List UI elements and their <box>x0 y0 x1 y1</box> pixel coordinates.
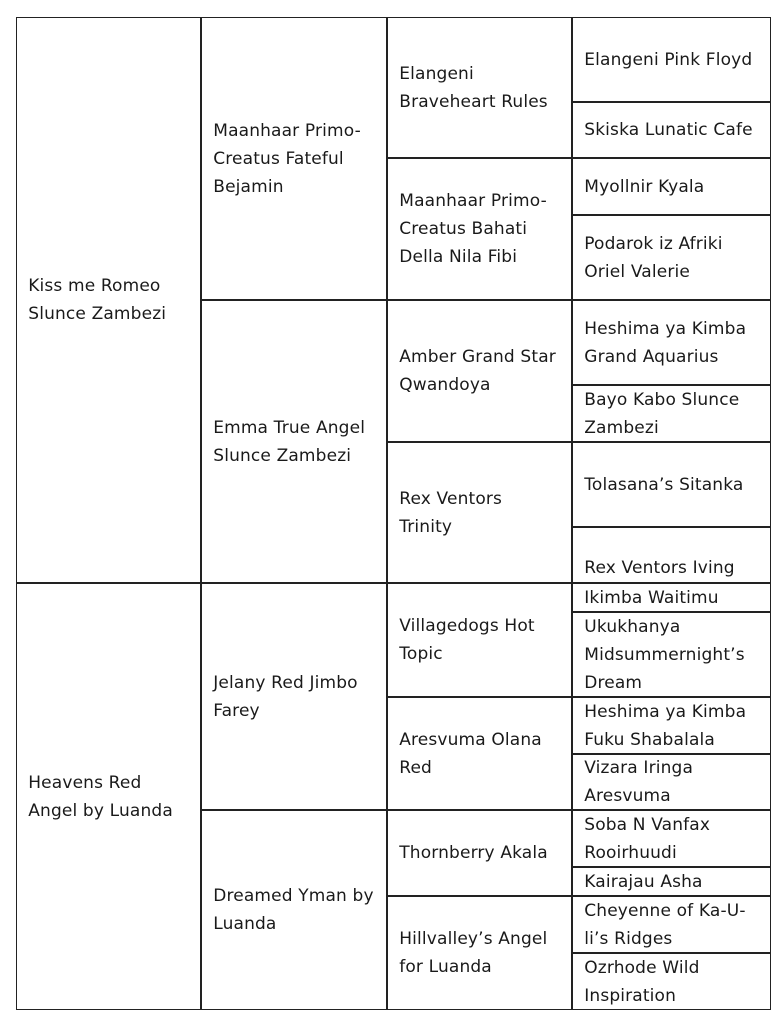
pedigree-cell-gen4-3: Myollnir Kyala <box>572 158 771 215</box>
pedigree-cell-gen4-9: Ikimba Waitimu <box>572 583 771 612</box>
pedigree-cell-gen2-3: Jelany Red Jimbo Farey <box>201 583 387 810</box>
pedigree-cell-gen4-6: Bayo Kabo Slunce Zambezi <box>572 385 771 442</box>
pedigree-cell-gen4-13: Soba N Vanfax Rooirhuudi <box>572 810 771 867</box>
pedigree-cell-gen4-7: Tolasana’s Sitanka <box>572 442 771 527</box>
pedigree-cell-gen2-1: Maanhaar Primo-Creatus Fateful Bejamin <box>201 17 387 300</box>
pedigree-cell-gen4-15: Cheyenne of Ka-U-li’s Ridges <box>572 896 771 953</box>
pedigree-cell-gen3-5: Villagedogs Hot Topic <box>387 583 572 697</box>
pedigree-cell-gen3-8: Hillvalley’s Angel for Luanda <box>387 896 572 1010</box>
pedigree-cell-gen4-14: Kairajau Asha <box>572 867 771 896</box>
pedigree-cell-gen4-16: Ozrhode Wild Inspiration <box>572 953 771 1010</box>
pedigree-cell-gen4-1: Elangeni Pink Floyd <box>572 17 771 102</box>
pedigree-cell-gen2-4: Dreamed Yman by Luanda <box>201 810 387 1010</box>
pedigree-cell-gen3-2: Maanhaar Primo-Creatus Bahati Della Nila Fibi <box>387 158 572 300</box>
pedigree-cell-gen4-2: Skiska Lunatic Cafe <box>572 102 771 158</box>
pedigree-cell-gen4-12: Vizara Iringa Aresvuma <box>572 754 771 810</box>
pedigree-cell-gen3-7: Thornberry Akala <box>387 810 572 896</box>
pedigree-cell-gen1-1: Kiss me Romeo Slunce Zambezi <box>16 17 201 583</box>
pedigree-cell-gen4-11: Heshima ya Kimba Fuku Shabalala <box>572 697 771 754</box>
pedigree-cell-gen4-4: Podarok iz Afriki Oriel Valerie <box>572 215 771 300</box>
pedigree-cell-gen4-8: Rex Ventors Iving <box>572 527 771 583</box>
pedigree-cell-gen2-2: Emma True Angel Slunce Zambezi <box>201 300 387 583</box>
pedigree-cell-gen1-2: Heavens Red Angel by Luanda <box>16 583 201 1010</box>
pedigree-cell-gen4-10: Ukukhanya Midsummernight’s Dream <box>572 612 771 697</box>
pedigree-cell-gen3-3: Amber Grand Star Qwandoya <box>387 300 572 442</box>
pedigree-cell-gen4-5: Heshima ya Kimba Grand Aquarius <box>572 300 771 385</box>
pedigree-cell-gen3-1: Elangeni Braveheart Rules <box>387 17 572 158</box>
pedigree-cell-gen3-6: Aresvuma Olana Red <box>387 697 572 810</box>
pedigree-cell-gen3-4: Rex Ventors Trinity <box>387 442 572 583</box>
